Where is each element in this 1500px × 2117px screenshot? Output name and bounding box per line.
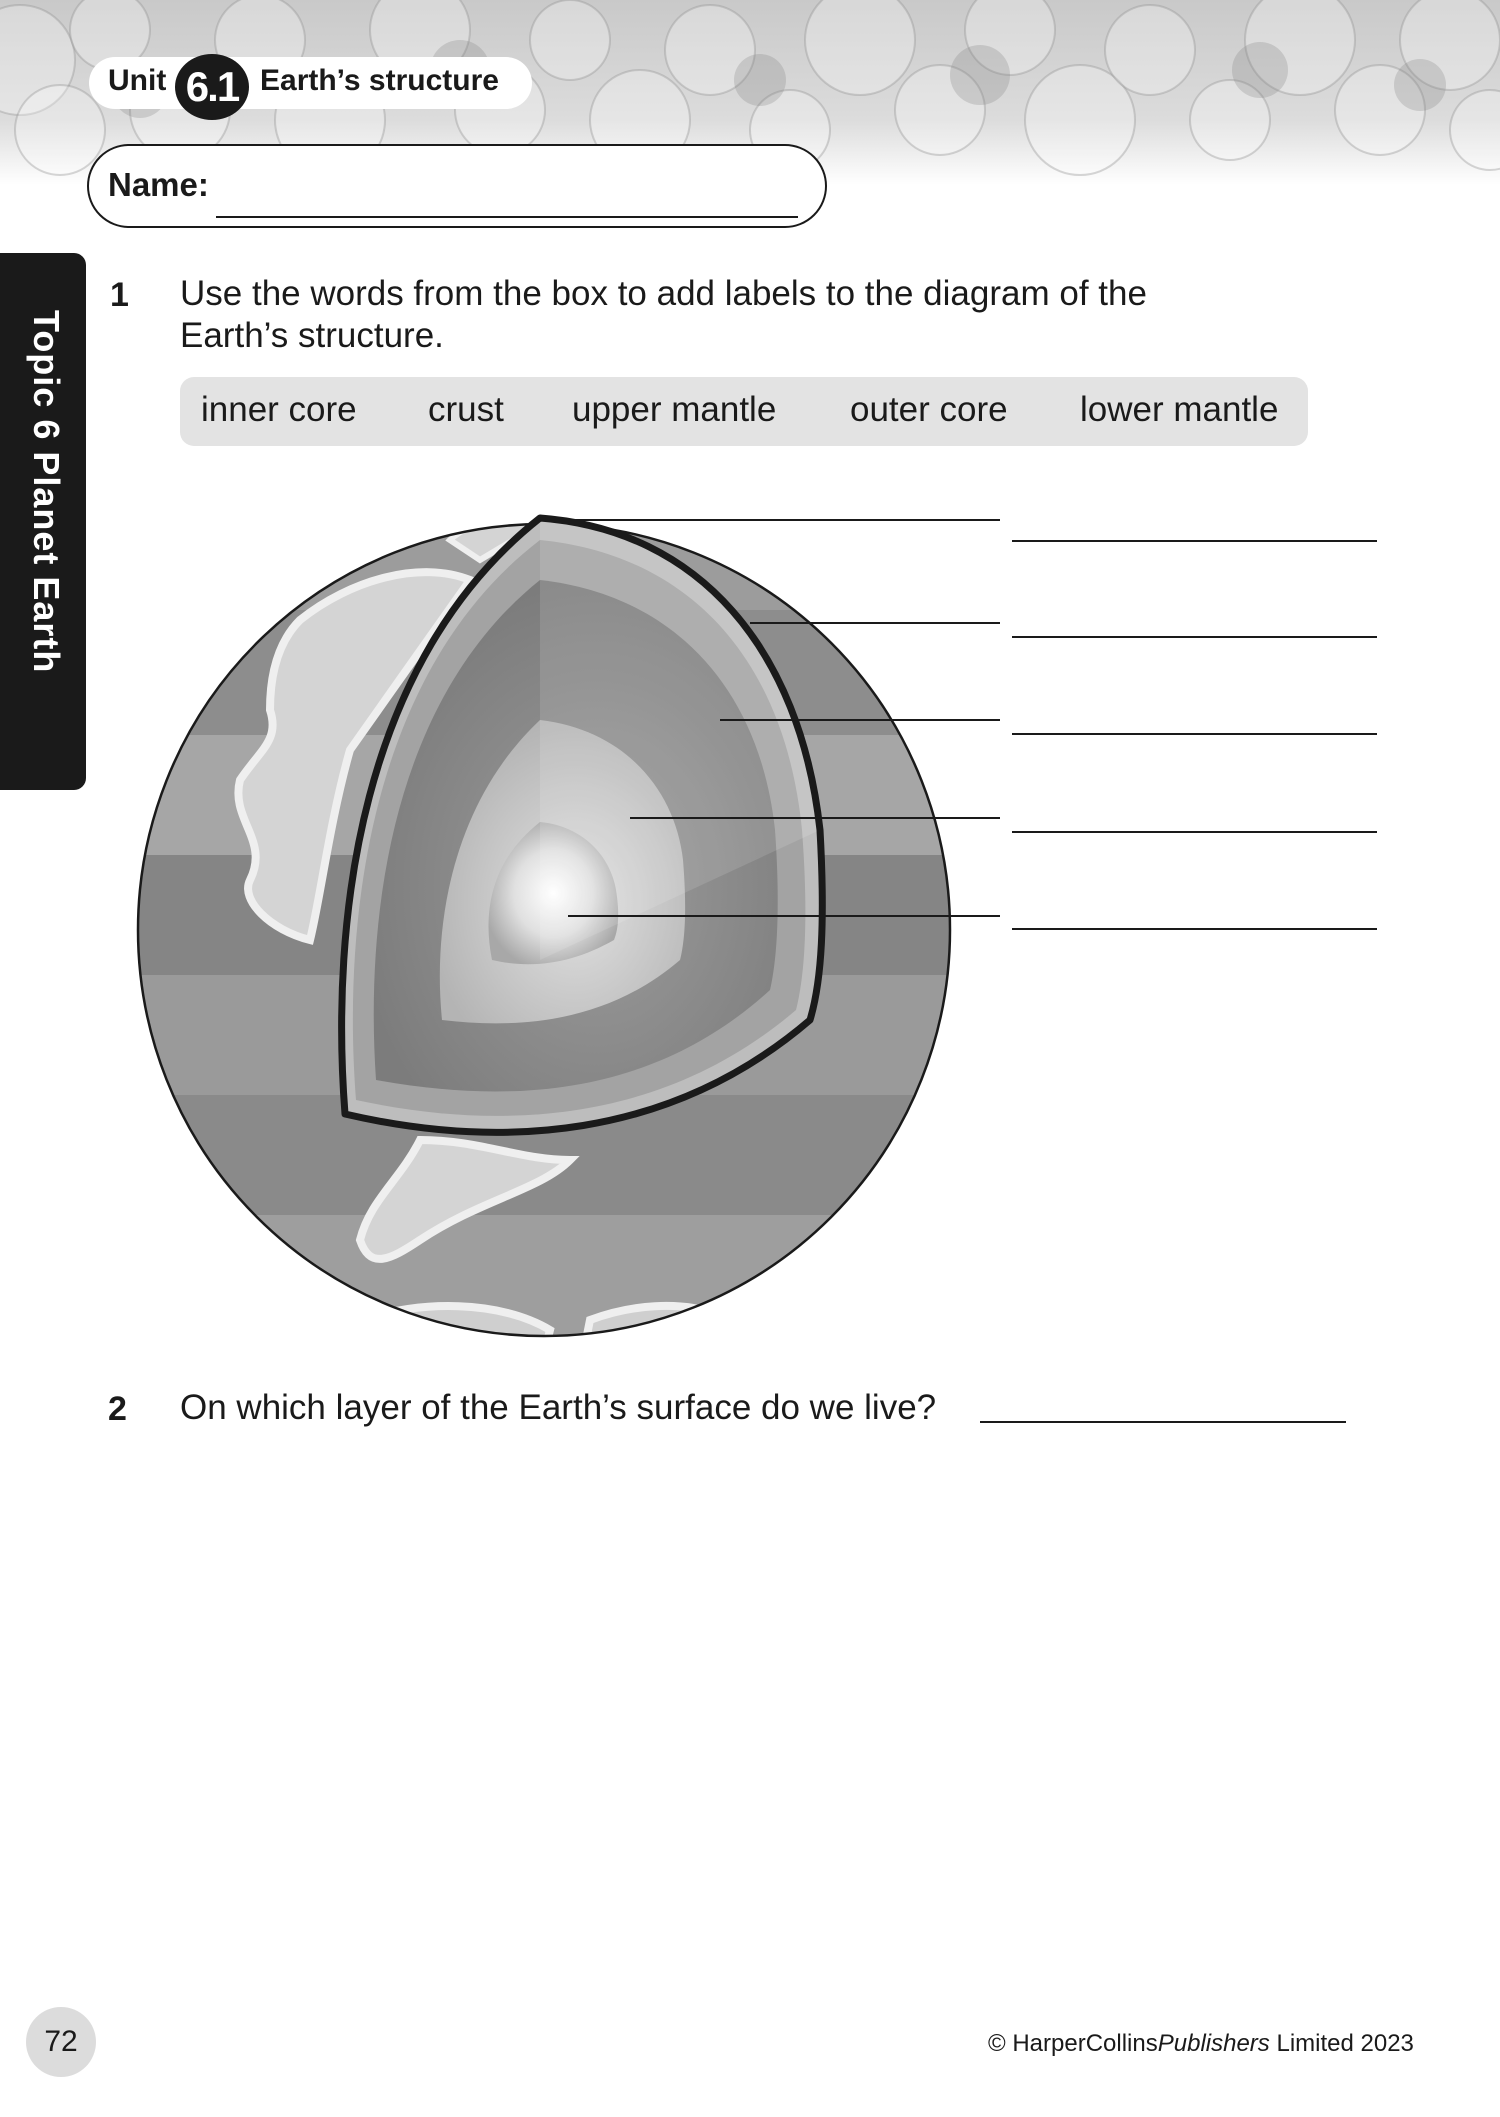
- question-1-line-2: Earth’s structure.: [180, 316, 444, 355]
- copyright-suffix: Limited 2023: [1269, 2030, 1414, 2057]
- label-answer-line-3[interactable]: [1012, 733, 1377, 735]
- unit-label: Unit: [108, 64, 167, 97]
- word-upper-mantle: upper mantle: [572, 390, 777, 429]
- page-number: 72: [26, 2007, 96, 2077]
- topic-label: Topic 6 Planet Earth: [26, 310, 67, 674]
- question-2-text: On which layer of the Earth’s surface do we live?: [180, 1388, 937, 1427]
- copyright: [988, 2030, 1414, 2058]
- word-lower-mantle: lower mantle: [1080, 390, 1279, 429]
- label-answer-line-1[interactable]: [1012, 540, 1377, 542]
- earth-structure-diagram: [120, 500, 1020, 1360]
- word-outer-core: outer core: [850, 390, 1008, 429]
- label-answer-line-5[interactable]: [1012, 928, 1377, 930]
- label-answer-line-2[interactable]: [1012, 636, 1377, 638]
- question-1-number: 1: [110, 276, 129, 314]
- name-input-line[interactable]: [216, 216, 798, 218]
- question-2-number: 2: [108, 1390, 127, 1428]
- question-2-answer-line[interactable]: [980, 1421, 1346, 1423]
- word-crust: crust: [428, 390, 504, 429]
- name-label: Name:: [108, 166, 209, 203]
- unit-title: Earth’s structure: [260, 64, 499, 97]
- unit-number-badge: 6.1: [175, 54, 249, 120]
- word-inner-core: inner core: [201, 390, 357, 429]
- copyright-prefix: © HarperCollins: [988, 2030, 1158, 2057]
- question-1-line-1: Use the words from the box to add labels to the diagram of the: [180, 274, 1147, 313]
- copyright-publishers: Publishers: [1157, 2030, 1270, 2057]
- continent-bottom-left: [350, 1306, 550, 1360]
- label-answer-line-4[interactable]: [1012, 831, 1377, 833]
